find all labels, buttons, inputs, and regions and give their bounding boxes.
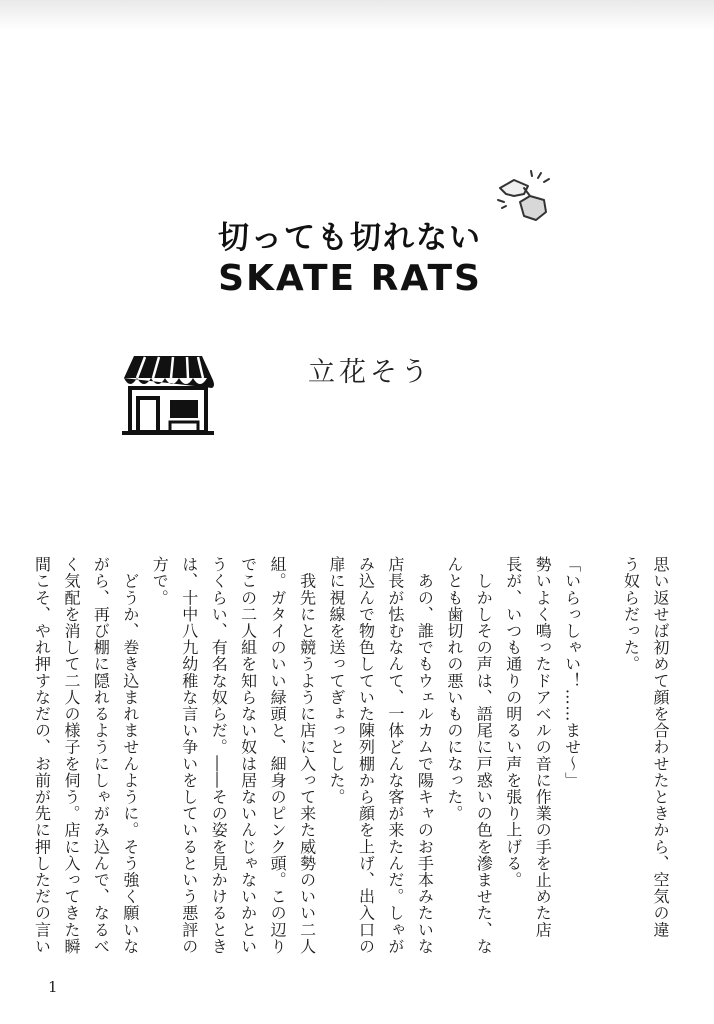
text-column: でこの二人組を知らない奴は居ないんじゃないかとい: [238, 556, 258, 955]
text-column: がら、再び棚に隠れるようにしゃがみ込んで、なるべ: [91, 556, 111, 955]
text-column: 勢いよく鳴ったドアベルの音に作業の手を止めた店: [533, 556, 553, 938]
text-column: く気配を消して二人の様子を伺う。店に入ってきた瞬: [61, 556, 81, 955]
text-column: み込んで物色していた陳列棚から顔を上げ、出入口の: [356, 556, 376, 955]
text-column: しかしその声は、語尾に戸惑いの色を滲ませた、な: [474, 556, 494, 955]
text-column: どうか、巻き込まれませんように。そう強く願いな: [120, 556, 140, 955]
text-column: うくらい、有名な奴らだ。――その姿を見かけるとき: [209, 556, 229, 955]
text-column: 長が、いつも通りの明るい声を張り上げる。: [503, 556, 523, 888]
text-column: 方で。: [150, 556, 170, 606]
text-column: 我先にと競うように店に入って来た威勢のいい二人: [297, 556, 317, 955]
text-column: あの、誰でもウェルカムで陽キャのお手本みたいな: [415, 556, 435, 955]
text-column: は、十中八九幼稚な言い争いをしているという悪評の: [179, 556, 199, 955]
text-column: んとも歯切れの悪いものになった。: [444, 556, 464, 822]
title-english: SKATE RATS: [218, 258, 482, 299]
body-text: [28, 556, 676, 956]
text-column: う奴らだった。: [621, 556, 641, 673]
text-column: 「いらっしゃい！……ませ～」: [562, 556, 582, 789]
text-column: 組。ガタイのいい緑頭と、細身のピンク頭。この辺り: [268, 556, 288, 955]
author-name: 立花そう: [308, 357, 432, 388]
text-column: [588, 556, 617, 956]
fist-bump-icon: [494, 170, 554, 228]
page-number: 1: [48, 978, 58, 996]
title-japanese: 切っても切れない: [218, 220, 482, 256]
text-column: 扉に視線を送ってぎょっとした。: [327, 556, 347, 805]
text-column: 間こそ、やれ押すなだの、お前が先に押しただの言い: [32, 556, 52, 955]
text-column: 店長が怯むなんて、一体どんな客が来たんだ。しゃが: [385, 556, 405, 955]
top-shade: [0, 0, 714, 30]
text-column: 思い返せば初めて顔を合わせたときから、空気の違: [651, 556, 670, 938]
shop-storefront-icon: [120, 352, 216, 436]
